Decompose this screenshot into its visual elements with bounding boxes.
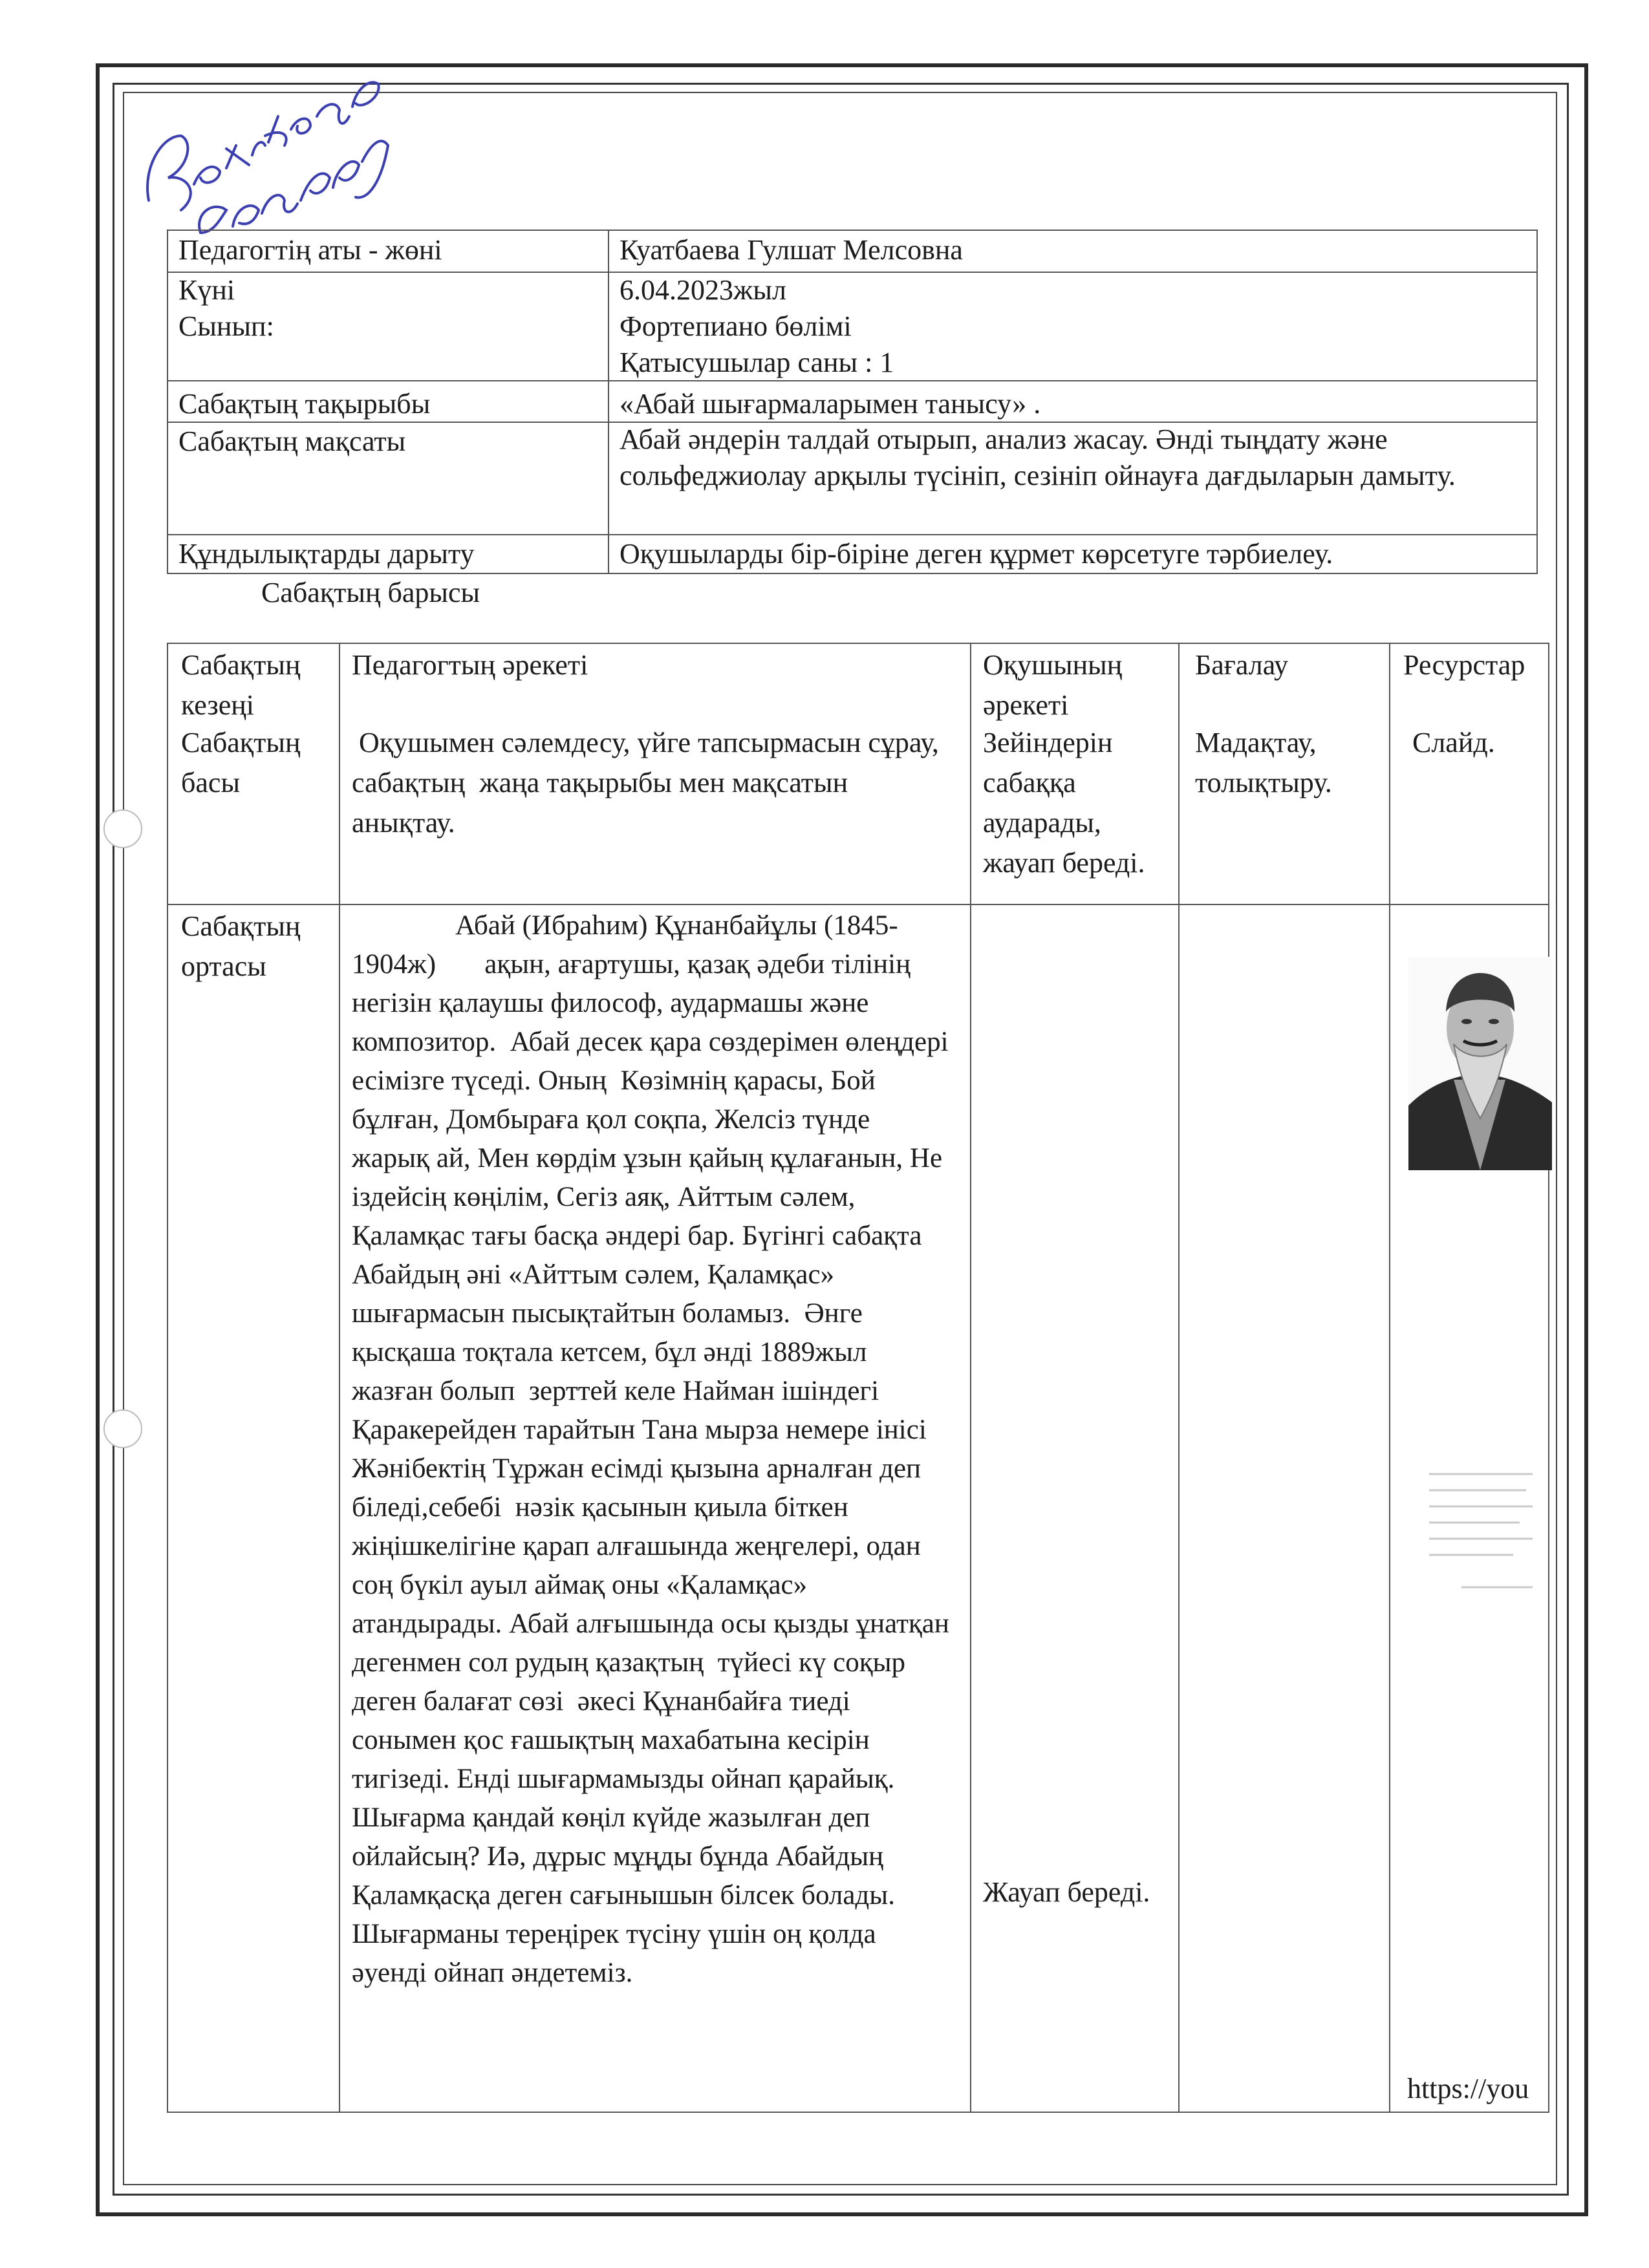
- header-resources: Ресурстар: [1403, 649, 1525, 681]
- row1-teacher-activity: Оқушымен сәлемдесу, үйге тапсырмасын сұрау, сабақтың жаңа тақырыбы мен мақсатын анықтау.: [352, 727, 946, 839]
- row1-assessment: Мадақтау, толықтыру.: [1195, 727, 1332, 798]
- row1-stage: Сабақтың басы: [181, 727, 301, 798]
- row2-teacher-activity: Абай (Ибраһим) Құнанбайұлы (1845-1904ж) ақын, ағартушы, қазақ әдеби тілінің негізін қалаушы философ, аудармашы және композитор. Абай десек қара сөздерімен өлеңдері есімізге түседі. Оның Көзімнің қарасы, Бой бұлған, Домбыраға қол соқпа, Желсіз түнде жарық ай, Мен көрдім ұзын қайың құлағанын, Не іздейсің көңілім, Сегіз аяқ, Айттым сәлем, Қаламқас тағы басқа әндері бар. Бүгінгі сабақта Абайдың әні «Айттым сәлем, Қаламқас» шығармасын пысықтайтын боламыз. Әнге қысқаша тоқтала кетсем, бұл әнді 1889жыл жазған болып зерттей келе Найман ішіндегі Қаракерейден тарайтын Тана мырза немере інісі Жәнібектің Тұржан есімді қызына арналған деп біледі,себебі нәзік қасынын қиыла біткен жіңішкелігіне қарап алғашында жеңгелері, одан соң бүкіл ауыл аймақ оны «Қаламқас» атандырады. Абай алғышында осы қызды ұнатқан дегенмен сол рудың қазақтың түйесі кү соқыр деген балағат сөзі әкесі Құнанбайға тиеді сонымен қос ғашықтың махабатына кесірін тигізеді. Енді шығармамызды ойнап қарайық. Шығарма қандай көңіл күйде жазылған деп ойлайсың? Иә, дұрыс мұңды бұнда Абайдың Қаламқасқа деген сағынышын білсек болады. Шығарманы тереңірек түсіну үшін оң қолда әуенді ойнап әндетеміз.: [352, 910, 956, 1988]
- rule: [167, 2112, 1549, 2113]
- rule: [1548, 643, 1549, 2112]
- date-label: Күні: [178, 274, 235, 306]
- punch-hole: [103, 1409, 142, 1448]
- rule: [167, 643, 1549, 644]
- rule: [1536, 230, 1538, 573]
- rule: [608, 230, 609, 573]
- rule: [167, 643, 168, 2112]
- rule: [167, 272, 1538, 273]
- punch-hole: [103, 809, 142, 848]
- rule: [167, 230, 168, 573]
- header-student-activity: Оқушының әрекеті: [983, 649, 1123, 721]
- class-value: Фортепиано бөлімі: [620, 310, 852, 342]
- row2-student-activity: Жауап береді.: [983, 1876, 1150, 1908]
- row2-stage: Сабақтың ортасы: [181, 910, 301, 982]
- abai-portrait-image: [1408, 957, 1552, 1170]
- row1-student-activity: Зейіндерін сабаққа аударады, жауап береді.: [983, 727, 1145, 879]
- participants-count: Қатысушылар саны : 1: [620, 347, 894, 378]
- date-value: 6.04.2023жыл: [620, 274, 786, 306]
- section-title: Сабақтың барысы: [261, 577, 480, 608]
- class-label: Сынып:: [178, 310, 274, 342]
- faint-scan-artifact: [1423, 1461, 1539, 1603]
- teacher-name-label: Педагогтің аты - жөні: [178, 234, 442, 266]
- teacher-name-value: Куатбаева Гулшат Мелсовна: [620, 234, 963, 266]
- rule: [1389, 643, 1390, 2112]
- lesson-goal-value: Абай әндерін талдай отырып, анализ жасау. Әнді тыңдату және сольфеджиолау арқылы түсініп, сезініп ойнауға дағдыларын дамыту.: [620, 423, 1456, 491]
- header-teacher-activity: Педагогтың әрекеті: [352, 649, 588, 681]
- values-value: Оқушыларды бір-біріне деген құрмет көрсетуге тәрбиелеу.: [620, 538, 1333, 570]
- rule: [339, 643, 340, 2112]
- lesson-topic-label: Сабақтың тақырыбы: [178, 388, 431, 420]
- rule: [1178, 643, 1180, 2112]
- lesson-topic-value: «Абай шығармаларымен танысу» .: [620, 388, 1041, 420]
- row1-resources: Слайд.: [1412, 727, 1495, 758]
- rule: [970, 643, 971, 2112]
- row2-resource-link[interactable]: https://you: [1407, 2073, 1529, 2104]
- header-assessment: Бағалау: [1195, 649, 1289, 681]
- handwritten-signature: [123, 39, 394, 252]
- lesson-goal-label: Сабақтың мақсаты: [178, 425, 406, 457]
- values-label: Құндылықтарды дарыту: [178, 538, 475, 570]
- header-stage: Сабақтың кезеңі: [181, 649, 301, 721]
- rule: [167, 904, 1549, 905]
